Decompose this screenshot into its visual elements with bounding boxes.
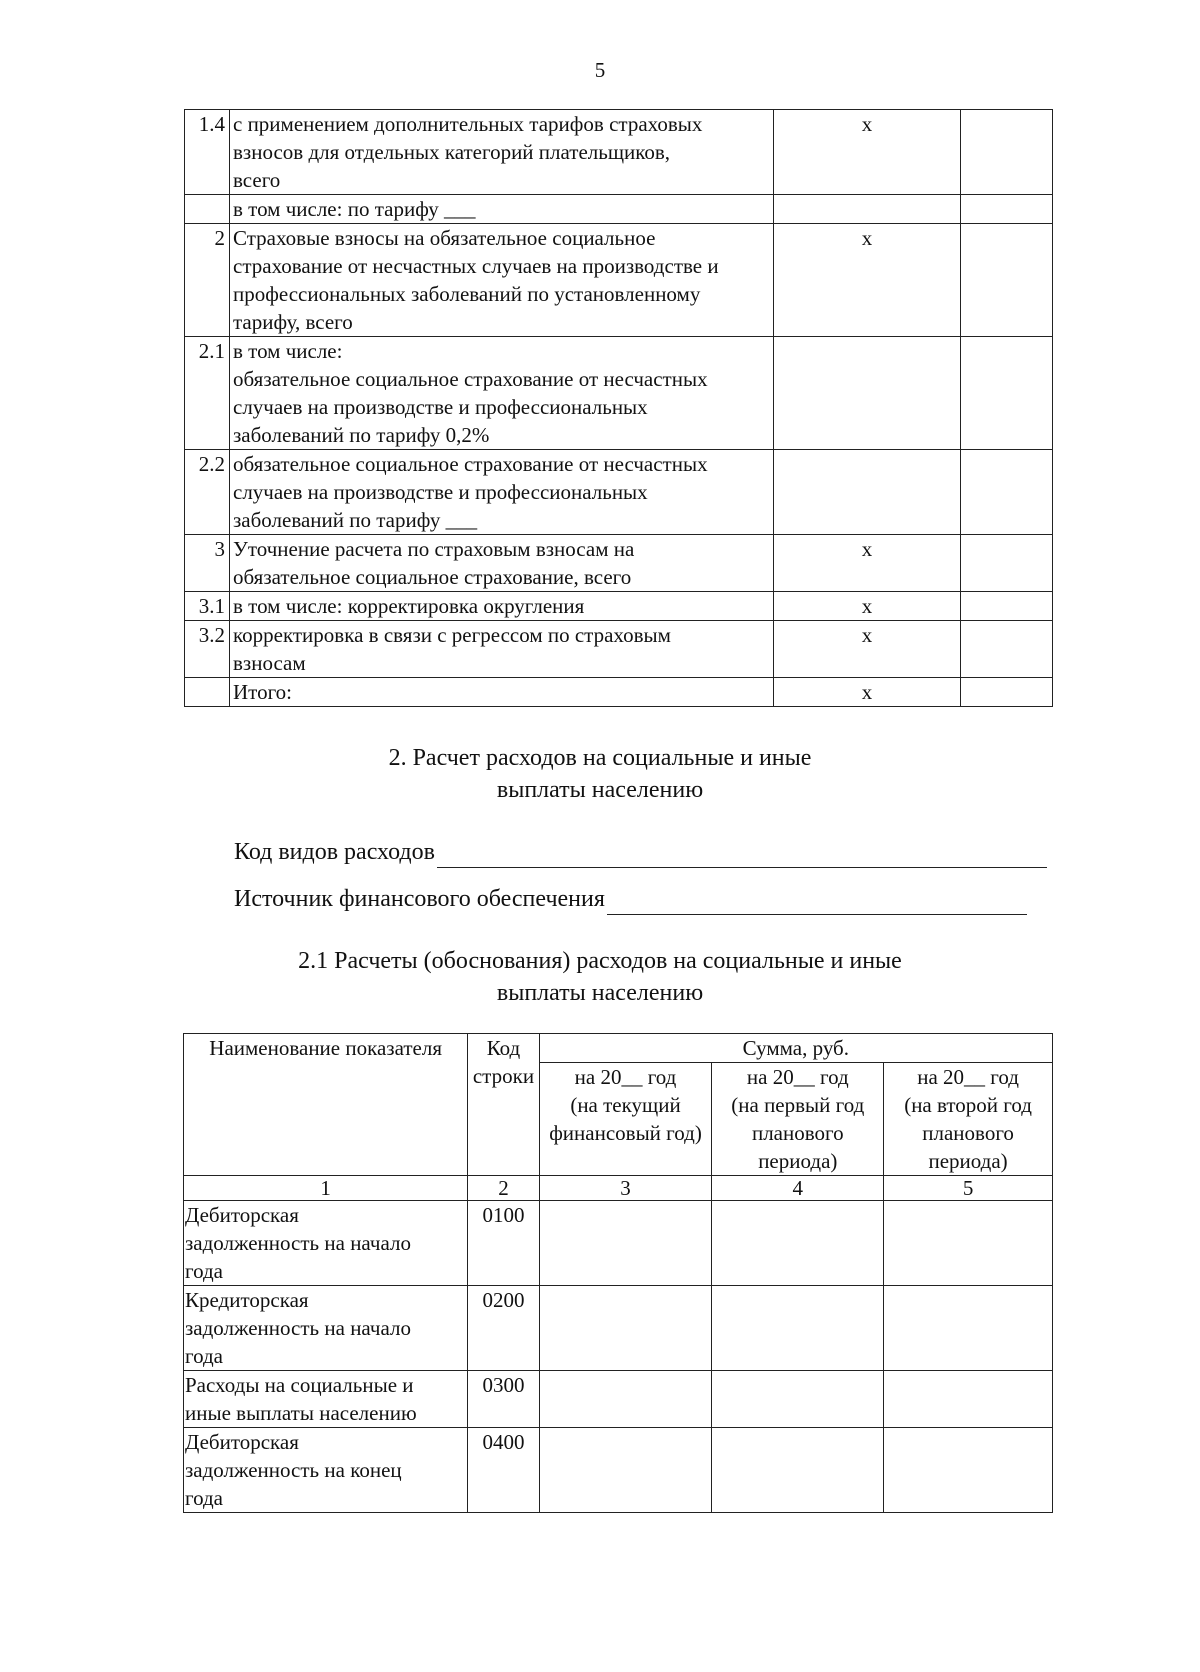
- row-name: [230, 450, 774, 535]
- row-indicator-line: года: [185, 1344, 223, 1368]
- amount-cell[interactable]: [539, 1286, 712, 1371]
- row-indicator-line: года: [185, 1486, 223, 1510]
- row-name: [230, 621, 774, 678]
- row-value-cell[interactable]: [961, 592, 1053, 621]
- row-name-line: заболеваний по тарифу 0,2%: [233, 423, 490, 447]
- row-name: [230, 535, 774, 592]
- row-x-mark: x: [774, 535, 961, 592]
- row-indicator-line: задолженность на конец: [185, 1458, 402, 1482]
- amount-cell[interactable]: [539, 1201, 712, 1286]
- row-name-line: Итого:: [233, 680, 292, 704]
- section-2-title: [0, 742, 1200, 806]
- col-number: 3: [539, 1176, 712, 1201]
- row-code: 0400: [468, 1428, 539, 1513]
- row-x-mark: x: [774, 621, 961, 678]
- row-value-cell[interactable]: [961, 337, 1053, 450]
- row-number: [185, 195, 230, 224]
- row-name-line: Уточнение расчета по страховым взносам на: [233, 537, 635, 561]
- amount-cell[interactable]: [884, 1201, 1053, 1286]
- table-row: [185, 592, 1053, 621]
- header-line-code: [468, 1034, 539, 1176]
- row-x-mark: x: [774, 224, 961, 337]
- row-value-cell[interactable]: [961, 535, 1053, 592]
- row-name-line: случаев на производстве и профессиональных: [233, 395, 648, 419]
- row-number: [185, 678, 230, 707]
- header-col4-line2: (на первый год: [731, 1093, 865, 1117]
- table-row: [185, 450, 1053, 535]
- row-value-cell[interactable]: [961, 195, 1053, 224]
- row-name-line: всего: [233, 168, 281, 192]
- funding-source-label: Источник финансового обеспечения: [234, 886, 605, 912]
- header-col5: [884, 1063, 1053, 1176]
- row-code: 0100: [468, 1201, 539, 1286]
- table-row: [185, 678, 1053, 707]
- row-value-cell[interactable]: [961, 450, 1053, 535]
- header-col5-line4: периода): [928, 1149, 1008, 1173]
- row-name-line: в том числе: по тарифу ___: [233, 197, 476, 221]
- row-indicator-line: Дебиторская: [185, 1430, 299, 1454]
- row-name-line: страхование от несчастных случаев на производстве и: [233, 254, 719, 278]
- header-col3: [539, 1063, 712, 1176]
- amount-cell[interactable]: [712, 1371, 884, 1428]
- column-numbers-row: [184, 1176, 1053, 1201]
- expense-code-field: [234, 836, 1047, 868]
- header-col5-line1: на 20__ год: [917, 1065, 1019, 1089]
- header-col3-line1: на 20__ год: [574, 1065, 677, 1089]
- row-x-mark: x: [774, 678, 961, 707]
- row-number: 2.2: [185, 450, 230, 535]
- row-name: [230, 110, 774, 195]
- row-value-cell[interactable]: [961, 110, 1053, 195]
- col-number: 2: [468, 1176, 539, 1201]
- row-name: [230, 592, 774, 621]
- col-number: 5: [884, 1176, 1053, 1201]
- row-value-cell[interactable]: [961, 224, 1053, 337]
- row-value-cell[interactable]: [961, 621, 1053, 678]
- row-indicator-name: [184, 1286, 468, 1371]
- row-indicator-line: Расходы на социальные и: [185, 1373, 414, 1397]
- social-payments-table: [183, 1033, 1053, 1513]
- table-row: [184, 1201, 1053, 1286]
- row-x-mark: [774, 195, 961, 224]
- header-indicator: Наименование показателя: [184, 1034, 468, 1176]
- header-col4-line1: на 20__ год: [746, 1065, 849, 1089]
- header-col5-line2: (на второй год: [904, 1093, 1032, 1117]
- row-number: 3.1: [185, 592, 230, 621]
- section-2-title-line1: 2. Расчет расходов на социальные и иные: [388, 745, 812, 771]
- section-2-1-title: [0, 945, 1200, 1009]
- header-col4-line4: периода): [758, 1149, 838, 1173]
- row-name-line: заболеваний по тарифу ___: [233, 508, 478, 532]
- row-name-line: в том числе: корректировка округления: [233, 594, 585, 618]
- row-name-line: Страховые взносы на обязательное социальное: [233, 226, 656, 250]
- table-row: [185, 110, 1053, 195]
- row-indicator-name: [184, 1428, 468, 1513]
- row-indicator-line: задолженность на начало: [185, 1316, 411, 1340]
- row-name-line: обязательное социальное страхование от несчастных: [233, 367, 708, 391]
- row-name-line: взносам: [233, 651, 306, 675]
- row-name-line: случаев на производстве и профессиональных: [233, 480, 648, 504]
- row-indicator-name: [184, 1371, 468, 1428]
- amount-cell[interactable]: [884, 1286, 1053, 1371]
- header-col3-line2: (на текущий: [570, 1093, 681, 1117]
- row-number: 3: [185, 535, 230, 592]
- page-number: 5: [594, 58, 606, 82]
- amount-cell[interactable]: [712, 1201, 884, 1286]
- row-name: [230, 195, 774, 224]
- row-indicator-line: иные выплаты населению: [185, 1401, 417, 1425]
- row-x-mark: x: [774, 592, 961, 621]
- header-col4-line3: планового: [751, 1121, 844, 1145]
- table-row: [185, 621, 1053, 678]
- header-col3-line3: финансовый год): [549, 1121, 702, 1145]
- funding-source-field: [234, 883, 1027, 915]
- row-name-line: обязательное социальное страхование, всего: [233, 565, 632, 589]
- col-number: 1: [184, 1176, 468, 1201]
- table-row: [184, 1428, 1053, 1513]
- table-row: [185, 337, 1053, 450]
- row-x-mark: [774, 450, 961, 535]
- row-name-line: обязательное социальное страхование от несчастных: [233, 452, 708, 476]
- row-number: 1.4: [185, 110, 230, 195]
- amount-cell[interactable]: [539, 1371, 712, 1428]
- row-name: [230, 337, 774, 450]
- table-row: [185, 535, 1053, 592]
- header-col5-line3: планового: [922, 1121, 1014, 1145]
- header-sum: Сумма, руб.: [539, 1034, 1052, 1063]
- row-name-line: взносов для отдельных категорий плательщиков,: [233, 140, 671, 164]
- row-number: 2: [185, 224, 230, 337]
- row-indicator-line: задолженность на начало: [185, 1231, 411, 1255]
- amount-cell[interactable]: [884, 1428, 1053, 1513]
- row-value-cell[interactable]: [961, 678, 1053, 707]
- amount-cell[interactable]: [712, 1428, 884, 1513]
- row-name-line: тарифу, всего: [233, 310, 353, 334]
- section-2-title-line2: выплаты населению: [496, 777, 704, 803]
- row-x-mark: x: [774, 110, 961, 195]
- row-indicator-line: года: [185, 1259, 223, 1283]
- section-2-1-title-line2: выплаты населению: [496, 980, 704, 1006]
- row-x-mark: [774, 337, 961, 450]
- row-name: [230, 224, 774, 337]
- row-name-line: корректировка в связи с регрессом по страховым: [233, 623, 671, 647]
- header-line-code-1: Код: [486, 1036, 521, 1060]
- amount-cell[interactable]: [712, 1286, 884, 1371]
- row-indicator-line: Кредиторская: [185, 1288, 309, 1312]
- funding-source-blank[interactable]: [607, 890, 1027, 915]
- table-row: [184, 1371, 1053, 1428]
- row-name-line: в том числе:: [233, 339, 343, 363]
- amount-cell[interactable]: [539, 1428, 712, 1513]
- insurance-contributions-table: [184, 109, 1053, 707]
- expense-code-label: Код видов расходов: [234, 839, 435, 865]
- row-indicator-name: [184, 1201, 468, 1286]
- row-code: 0200: [468, 1286, 539, 1371]
- table-row: [185, 195, 1053, 224]
- row-name-line: с применением дополнительных тарифов страховых: [233, 112, 703, 136]
- header-line-code-2: строки: [472, 1064, 535, 1088]
- table-row: [184, 1286, 1053, 1371]
- row-name: [230, 678, 774, 707]
- row-code: 0300: [468, 1371, 539, 1428]
- row-indicator-line: Дебиторская: [185, 1203, 299, 1227]
- amount-cell[interactable]: [884, 1371, 1053, 1428]
- row-number: 2.1: [185, 337, 230, 450]
- section-2-1-title-line1: 2.1 Расчеты (обоснования) расходов на социальные и иные: [298, 948, 902, 974]
- row-number: 3.2: [185, 621, 230, 678]
- table-row: [185, 224, 1053, 337]
- row-name-line: профессиональных заболеваний по установленному: [233, 282, 701, 306]
- col-number: 4: [712, 1176, 884, 1201]
- header-col4: [712, 1063, 884, 1176]
- expense-code-blank[interactable]: [437, 843, 1047, 868]
